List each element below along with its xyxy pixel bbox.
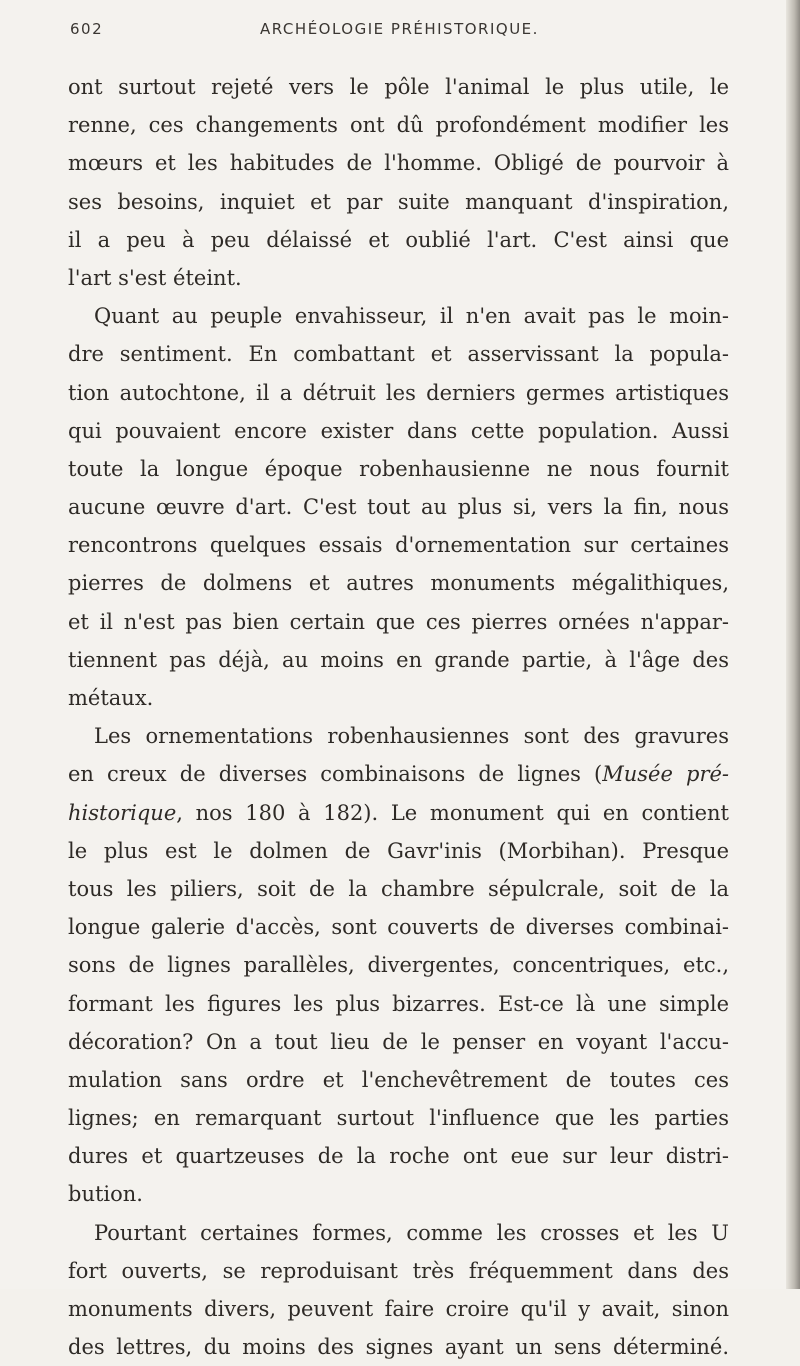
text-line: sons de lignes parallèles, divergentes, concentriques, etc., [68, 953, 729, 978]
paragraph-start-line: Quant au peuple envahisseur, il n'en avait pas le moin- [94, 304, 729, 329]
text-line: ont surtout rejeté vers le pôle l'animal le plus utile, le [68, 75, 729, 99]
text-line: renne, ces changements ont dû profondément modifier les [68, 113, 729, 138]
page-edge-shadow [786, 0, 800, 1289]
text-line: fort ouverts, se reproduisant très fréquemment dans des [68, 1258, 729, 1283]
page-number: 602 [70, 20, 104, 38]
text-line: le plus est le dolmen de Gavr'inis (Morbihan). Presque [68, 838, 729, 863]
text-line: mulation sans ordre et l'enchevêtrement de toutes ces [68, 1067, 729, 1092]
text-line: dre sentiment. En combattant et asservissant la popula- [68, 342, 729, 367]
body-text [68, 68, 729, 1366]
text-line: décoration? On a tout lieu de le penser en voyant l'accu- [68, 1029, 729, 1054]
running-header [70, 20, 710, 50]
text-line: il a peu à peu délaissé et oublié l'art. C'est ainsi que [68, 227, 729, 252]
text-line: dures et quartzeuses de la roche ont eue sur leur distri- [68, 1144, 729, 1169]
text-line: toute la longue époque robenhausienne ne nous fournit [68, 456, 729, 481]
text-line: métaux. [68, 686, 154, 710]
text-line-with-italic [68, 755, 729, 793]
text-line: tiennent pas déjà, au moins en grande partie, à l'âge des [68, 647, 729, 672]
text-line: tion autochtone, il a détruit les derniers germes artistiques [68, 380, 729, 405]
italic-reference: Musée pré- [602, 762, 729, 787]
text-line: des lettres, du moins des signes ayant un sens déterminé. [68, 1335, 729, 1360]
text-segment: en creux de diverses combinaisons de lignes ( [68, 762, 603, 787]
text-line: mœurs et les habitudes de l'homme. Obligé de pourvoir à [68, 151, 729, 176]
text-line: lignes; en remarquant surtout l'influence que les parties [68, 1106, 729, 1131]
italic-reference: historique [68, 800, 177, 825]
text-line: aucune œuvre d'art. C'est tout au plus si, vers la fin, nous [68, 495, 729, 520]
paragraph-start-line: Pourtant certaines formes, comme les crosses et les U [94, 1220, 729, 1245]
text-line: longue galerie d'accès, sont couverts de diverses combinai- [68, 915, 729, 940]
text-line: ses besoins, inquiet et par suite manquant d'inspiration, [68, 189, 729, 214]
text-line: bution. [68, 1182, 143, 1207]
text-line: tous les piliers, soit de la chambre sépulcrale, soit de la [68, 876, 729, 901]
text-segment: , nos 180 à 182). Le monument qui en contient [176, 800, 729, 825]
text-line: l'art s'est éteint. [68, 265, 242, 290]
running-title: ARCHÉOLOGIE PRÉHISTORIQUE. [260, 20, 539, 38]
text-line: formant les figures les plus bizarres. Est-ce là une simple [68, 991, 729, 1016]
text-line: rencontrons quelques essais d'ornementation sur certaines [68, 533, 729, 558]
text-line-with-italic [68, 794, 729, 832]
text-line: et il n'est pas bien certain que ces pierres ornées n'appar- [68, 609, 729, 634]
paragraph-start-line: Les ornementations robenhausiennes sont des gravures [94, 724, 729, 749]
text-line: monuments divers, peuvent faire croire qu'il y avait, sinon [68, 1297, 729, 1321]
text-line: pierres de dolmens et autres monuments mégalithiques, [68, 571, 729, 596]
text-line: qui pouvaient encore exister dans cette population. Aussi [68, 418, 729, 443]
